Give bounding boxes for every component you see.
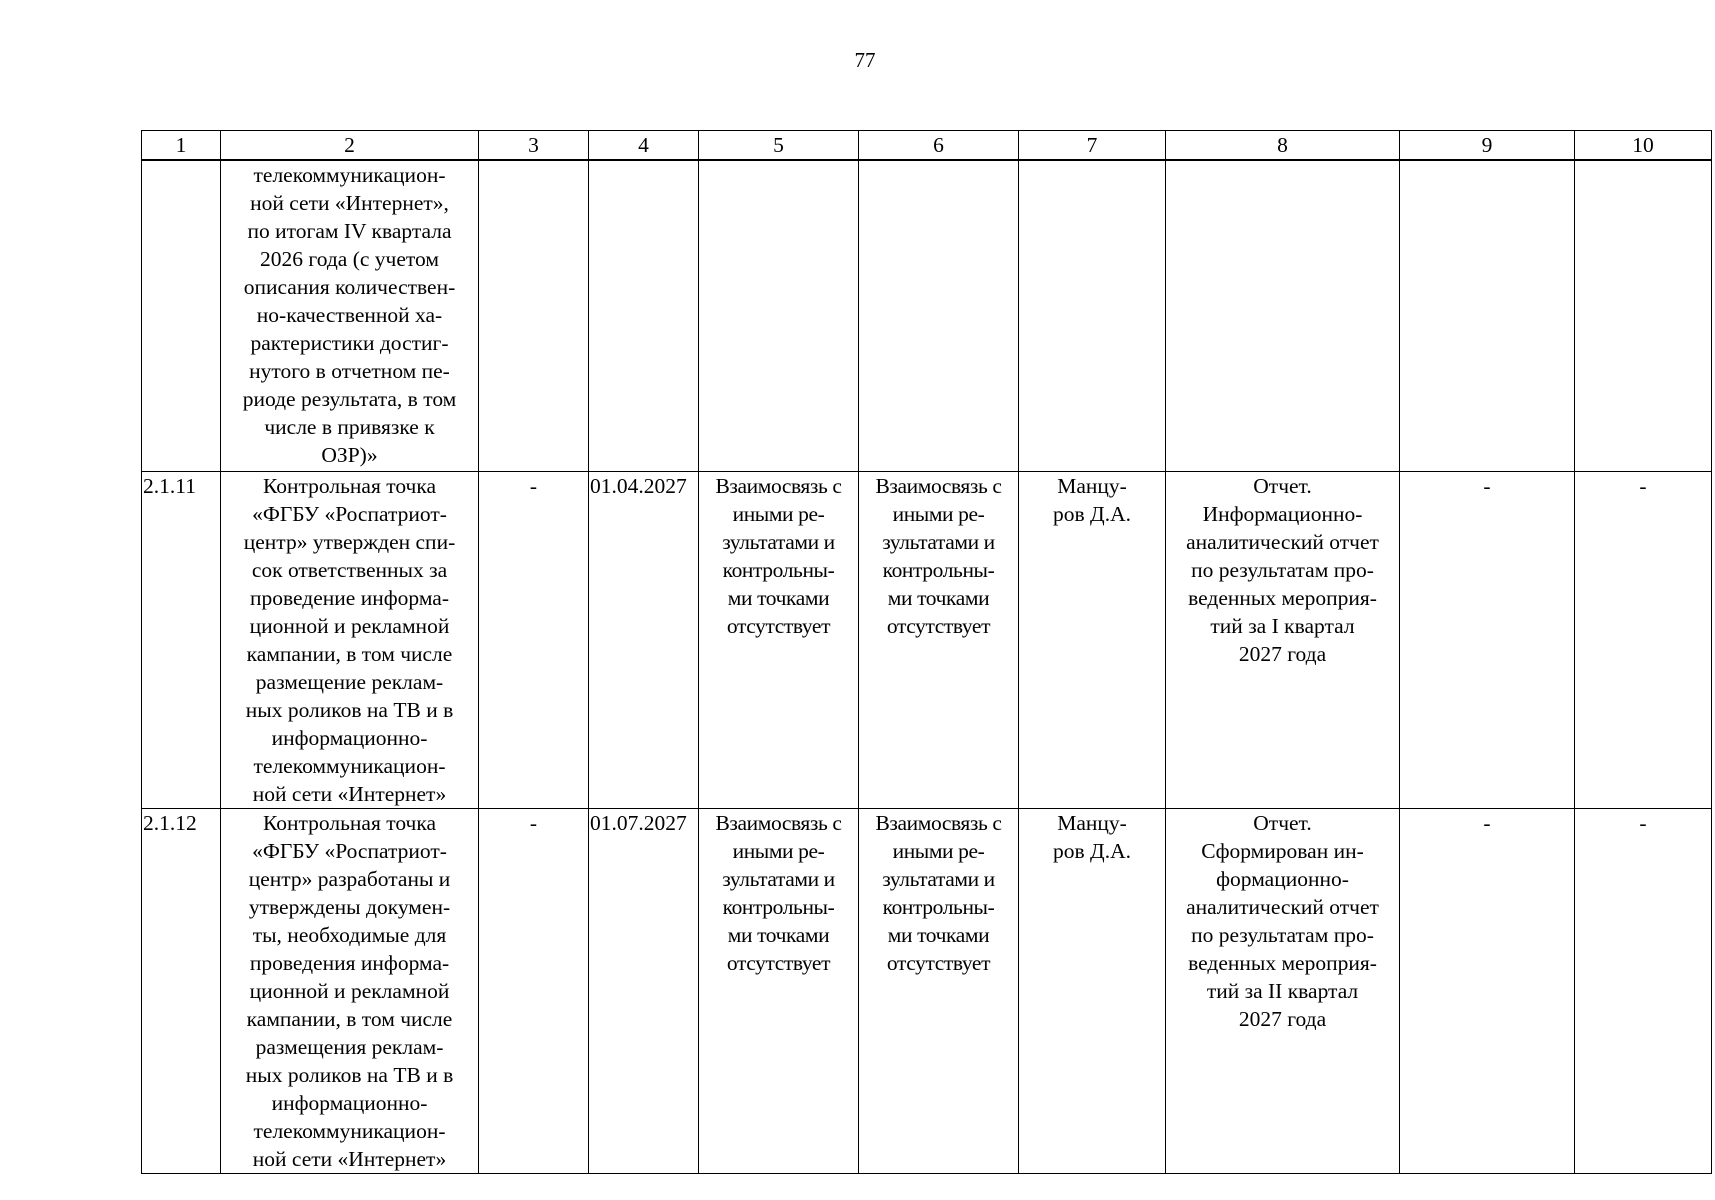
cell-text-line: отсутствует xyxy=(726,614,831,638)
cell-text-line: тий за II квартал xyxy=(1206,979,1359,1003)
cell-text-line: отсутствует xyxy=(886,614,991,638)
cell-description xyxy=(221,472,479,809)
cell-text-line: иными ре- xyxy=(732,502,825,526)
cell-text-line: 2027 года xyxy=(1238,1007,1327,1031)
cell-text-line: ОЗР)» xyxy=(321,443,378,467)
cell-text-line: «ФГБУ «Роспатриот- xyxy=(252,502,447,526)
cell-text-line: Контрольная точка xyxy=(262,811,437,835)
cell-text-line: информационно- xyxy=(271,1091,428,1115)
cell-text-line: проведение информа- xyxy=(250,586,449,610)
cell-text-line: аналитический отчет xyxy=(1186,530,1379,554)
cell-col5 xyxy=(699,472,859,809)
cell-col9: - xyxy=(1400,472,1575,809)
cell-text-line: «ФГБУ «Роспатриот- xyxy=(252,839,447,863)
cell-date xyxy=(589,472,699,809)
cell-col9: - xyxy=(1400,809,1575,1174)
cell-col6 xyxy=(859,809,1019,1174)
cell-text-line: размещение реклам- xyxy=(255,670,444,694)
cell-text-line: Отчет. xyxy=(1253,474,1312,498)
cell-text-line: Отчет. xyxy=(1253,811,1312,835)
cell-text-line: зультатами и xyxy=(882,867,995,891)
header-col-10: 10 xyxy=(1575,131,1712,161)
cell-text-line: телекоммуникацион- xyxy=(253,754,446,778)
cell-text-line: утверждены докумен- xyxy=(248,895,451,919)
cell-col10: - xyxy=(1575,809,1712,1174)
cell-text-line: контрольны- xyxy=(882,558,995,582)
cell-num: 2.1.12 xyxy=(142,809,221,1174)
date-text: 01.04.2027 xyxy=(590,474,687,498)
cell-text-line: отсутствует xyxy=(886,951,991,975)
control-points-table xyxy=(141,130,1712,1174)
cell-text-line: Сформирован ин- xyxy=(1201,839,1364,863)
cell-text-line: формационно- xyxy=(1216,867,1349,891)
cell-num xyxy=(142,160,221,472)
cell-text-line: иными ре- xyxy=(892,502,985,526)
cell-text-line: размещения реклам- xyxy=(255,1035,444,1059)
cell-text-line: информационно- xyxy=(271,726,428,750)
header-col-7: 7 xyxy=(1019,131,1166,161)
table-row-continuation xyxy=(142,160,1712,472)
cell-col3: - xyxy=(479,809,589,1174)
cell-text-line: риоде результата, в том xyxy=(242,387,457,411)
cell-result xyxy=(1166,809,1400,1174)
cell-text-line: 2026 года (с учетом xyxy=(260,247,439,271)
cell-text-line: телекоммуникацион- xyxy=(253,163,446,187)
cell-text-line: центр» разработаны и xyxy=(248,867,451,891)
cell-text-line: тий за I квартал xyxy=(1210,614,1355,638)
cell-text-line: контрольны- xyxy=(722,558,835,582)
cell-description xyxy=(221,809,479,1174)
cell-text-line: 2027 года xyxy=(1238,642,1327,666)
cell-text-line: телекоммуникацион- xyxy=(253,1119,446,1143)
cell-result xyxy=(1166,472,1400,809)
cell-text-line: Манцу- xyxy=(1057,474,1127,498)
cell-col5 xyxy=(699,809,859,1174)
cell-text-line: описания количествен- xyxy=(243,275,456,299)
cell-text-line: зультатами и xyxy=(882,530,995,554)
cell-responsible xyxy=(1019,160,1166,472)
cell-text-line: Контрольная точка xyxy=(262,474,437,498)
cell-responsible xyxy=(1019,809,1166,1174)
cell-col5 xyxy=(699,160,859,472)
cell-text-line: ми точками xyxy=(727,923,830,947)
cell-text-line: Взаимосвязь с xyxy=(715,474,842,498)
cell-col6 xyxy=(859,472,1019,809)
cell-text-line: ной сети «Интернет», xyxy=(250,191,449,215)
header-col-4: 4 xyxy=(589,131,699,161)
cell-text-line: ционной и рекламной xyxy=(249,979,450,1003)
cell-description xyxy=(221,160,479,472)
cell-text-line: иными ре- xyxy=(732,839,825,863)
cell-text-line: ми точками xyxy=(887,923,990,947)
cell-text-line: по результатам про- xyxy=(1191,558,1374,582)
header-col-1: 1 xyxy=(142,131,221,161)
cell-text-line: контрольны- xyxy=(722,895,835,919)
table-row xyxy=(142,809,1712,1174)
cell-text-line: Взаимосвязь с xyxy=(875,474,1002,498)
cell-text-line: по результатам про- xyxy=(1191,923,1374,947)
cell-text-line: Взаимосвязь с xyxy=(875,811,1002,835)
cell-text-line: но-качественной ха- xyxy=(256,303,443,327)
cell-responsible xyxy=(1019,472,1166,809)
cell-result xyxy=(1166,160,1400,472)
cell-text-line: ми точками xyxy=(727,586,830,610)
cell-text-line: Информационно- xyxy=(1202,502,1363,526)
cell-text-line: ных роликов на ТВ и в xyxy=(245,1063,454,1087)
cell-text-line: проведения информа- xyxy=(249,951,450,975)
cell-text-line: Манцу- xyxy=(1057,811,1127,835)
cell-text-line: Взаимосвязь с xyxy=(715,811,842,835)
header-col-6: 6 xyxy=(859,131,1019,161)
cell-text-line: нутого в отчетном пе- xyxy=(249,359,450,383)
cell-date xyxy=(589,809,699,1174)
cell-text-line: ров Д.А. xyxy=(1053,839,1131,863)
cell-text-line: ной сети «Интернет» xyxy=(252,782,447,806)
header-col-2: 2 xyxy=(221,131,479,161)
date-text: 01.07.2027 xyxy=(590,811,687,835)
cell-num: 2.1.11 xyxy=(142,472,221,809)
cell-text-line: кампании, в том числе xyxy=(246,1007,453,1031)
cell-date xyxy=(589,160,699,472)
cell-text-line: зультатами и xyxy=(722,867,835,891)
cell-col3 xyxy=(479,160,589,472)
cell-text-line: рактеристики достиг- xyxy=(250,331,449,355)
header-row xyxy=(142,131,1712,161)
cell-text-line: ров Д.А. xyxy=(1053,502,1131,526)
cell-text-line: кампании, в том числе xyxy=(246,642,453,666)
cell-text-line: контрольны- xyxy=(882,895,995,919)
cell-text-line: ной сети «Интернет» xyxy=(252,1147,447,1171)
cell-text-line: веденных мероприя- xyxy=(1188,951,1377,975)
cell-text-line: веденных мероприя- xyxy=(1188,586,1377,610)
header-col-9: 9 xyxy=(1400,131,1575,161)
cell-col6 xyxy=(859,160,1019,472)
cell-text-line: сок ответственных за xyxy=(251,558,448,582)
cell-text-line: отсутствует xyxy=(726,951,831,975)
cell-text-line: иными ре- xyxy=(892,839,985,863)
cell-col10 xyxy=(1575,160,1712,472)
table-row xyxy=(142,472,1712,809)
cell-text-line: ционной и рекламной xyxy=(249,614,450,638)
cell-text-line: зультатами и xyxy=(722,530,835,554)
header-col-8: 8 xyxy=(1166,131,1400,161)
cell-text-line: аналитический отчет xyxy=(1186,895,1379,919)
cell-text-line: ми точками xyxy=(887,586,990,610)
page-number: 77 xyxy=(854,48,876,72)
cell-text-line: ты, необходимые для xyxy=(252,923,447,947)
cell-text-line: центр» утвержден спи- xyxy=(243,530,456,554)
cell-col10: - xyxy=(1575,472,1712,809)
cell-text-line: числе в привязке к xyxy=(264,415,435,439)
cell-col3: - xyxy=(479,472,589,809)
header-col-3: 3 xyxy=(479,131,589,161)
header-col-5: 5 xyxy=(699,131,859,161)
cell-text-line: ных роликов на ТВ и в xyxy=(245,698,454,722)
cell-text-line: по итогам IV квартала xyxy=(247,219,452,243)
cell-col9 xyxy=(1400,160,1575,472)
